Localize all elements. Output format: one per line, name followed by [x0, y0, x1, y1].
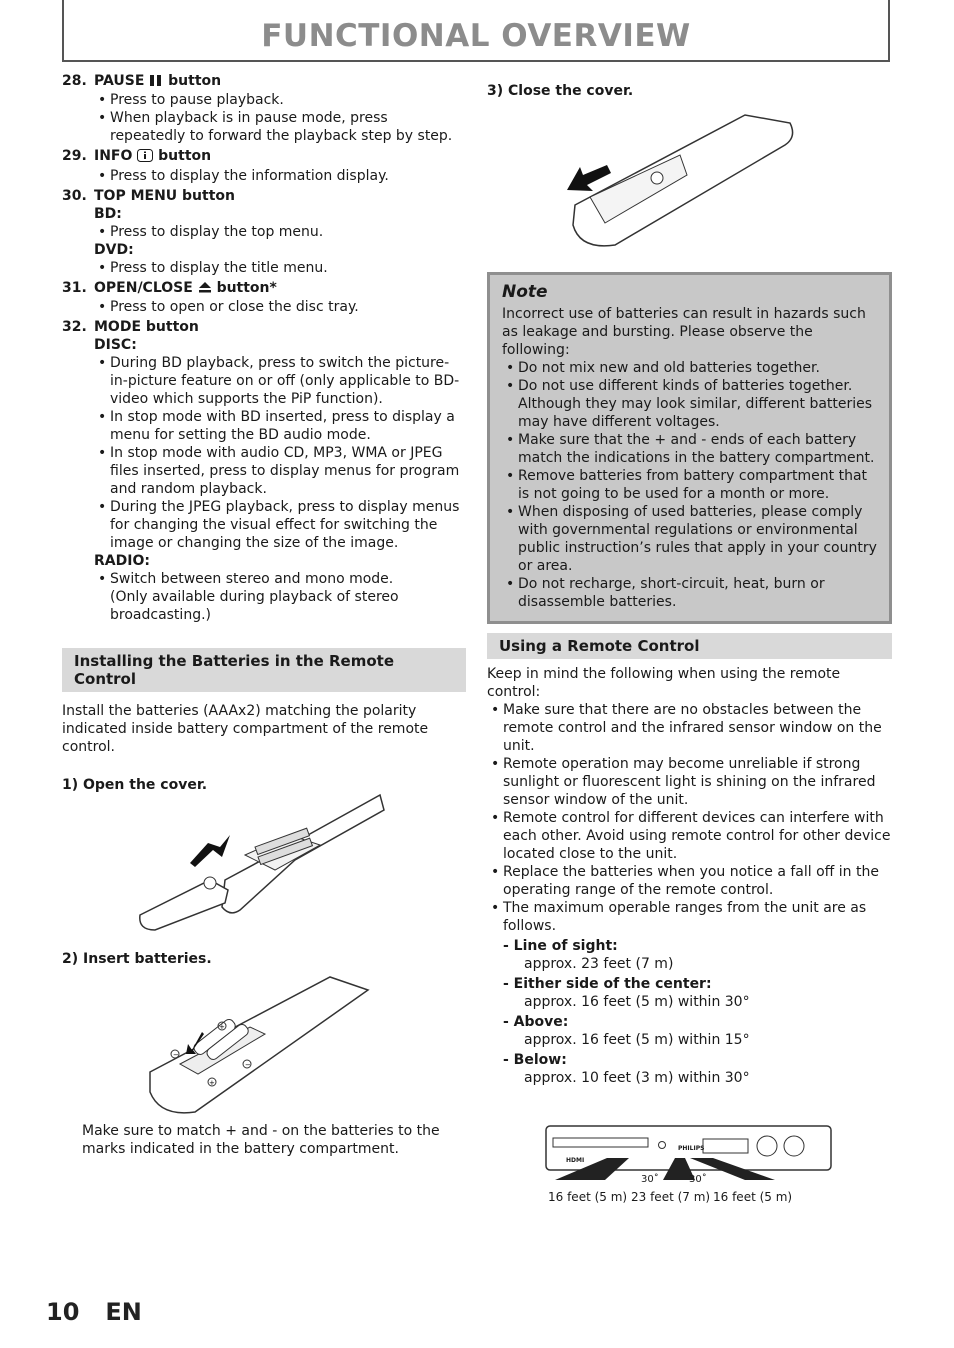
page-header: [62, 0, 890, 62]
batteries-heading: Installing the Batteries in the Remote Control: [62, 648, 466, 692]
list-item: • Do not use different kinds of batteries together. Although they may look similar, different batteries may have different voltages.: [502, 377, 877, 431]
dvd-label: DVD:: [94, 242, 134, 258]
eject-icon: [198, 280, 212, 298]
step-close-cover: 3) Close the cover.: [487, 83, 634, 99]
item-number: 28.: [62, 73, 87, 89]
list-item: • Make sure that the + and - ends of each battery match the indications in the battery compartment.: [502, 431, 877, 467]
range-value: approx. 23 feet (7 m): [524, 956, 674, 972]
item-title: PAUSE: [94, 73, 145, 89]
note-title: Note: [502, 282, 548, 302]
range-value: approx. 10 feet (3 m) within 30°: [524, 1070, 750, 1086]
item-title: MODE button: [94, 319, 199, 335]
list-item: • Do not recharge, short-circuit, heat, burn or disassemble batteries.: [502, 575, 877, 611]
angle-right: 30˚: [689, 1174, 707, 1185]
language-code: EN: [105, 1298, 142, 1326]
step-insert-batteries: 2) Insert batteries.: [62, 951, 212, 967]
list-item: • Press to display the title menu.: [94, 259, 466, 277]
range-label: - Below:: [503, 1052, 567, 1068]
range-label: - Above:: [503, 1014, 569, 1030]
item-number: 29.: [62, 148, 87, 164]
svg-text:+: +: [209, 1079, 215, 1087]
info-icon: [137, 149, 153, 167]
remote-close-cover-illustration: [565, 105, 800, 254]
list-item: • Remote operation may become unreliable if strong sunlight or fluorescent light is shining on the infrared sensor window of the unit.: [487, 755, 892, 809]
range-label: - Line of sight:: [503, 938, 618, 954]
list-item: • Do not mix new and old batteries together.: [502, 359, 877, 377]
range-label-center: 23 feet (7 m): [631, 1190, 711, 1204]
bullet-list: [62, 167, 466, 185]
list-item: • Make sure that there are no obstacles between the remote control and the infrared sensor window on the unit.: [487, 701, 892, 755]
remote-insert-batteries-illustration: [140, 972, 375, 1121]
item-30: [62, 187, 466, 277]
item-28: 28. PAUSE button • Press to pause playback. • When playback is in pause mode, press repeatedly to forward the playback step by step.: [62, 72, 466, 145]
item-number: 32.: [62, 319, 87, 335]
list-item: • In stop mode with BD inserted, press to display a menu for setting the BD audio mode.: [94, 408, 466, 444]
list-item: • During the JPEG playback, press to display menus for changing the visual effect for switching the image or changing the size of the image.: [94, 498, 466, 552]
range-list: [487, 937, 892, 1087]
note-bullet-list: [502, 359, 877, 611]
list-item: • When playback is in pause mode, press repeatedly to forward the playback step by step.: [94, 109, 466, 145]
range-value: approx. 16 feet (5 m) within 15°: [524, 1032, 750, 1048]
page-title: FUNCTIONAL OVERVIEW: [261, 18, 691, 54]
step-open-cover: 1) Open the cover.: [62, 777, 208, 793]
item-number: 30.: [62, 188, 87, 204]
svg-text:−: −: [173, 1051, 179, 1059]
item-32: [62, 318, 466, 624]
radio-label: RADIO:: [94, 553, 150, 569]
left-column: [62, 70, 466, 794]
insert-batteries-note: Make sure to match + and - on the batteries to the marks indicated in the battery compartment.: [82, 1123, 440, 1157]
list-item: • Press to display the information display.: [94, 167, 466, 185]
range-label: - Either side of the center:: [503, 976, 712, 992]
item-29: 29. INFO button • Press to display the information display.: [62, 147, 466, 185]
item-title: TOP MENU button: [94, 188, 235, 204]
range-value: approx. 16 feet (5 m) within 30°: [524, 994, 750, 1010]
angle-left: 30˚: [641, 1174, 659, 1185]
disc-label: DISC:: [94, 337, 137, 353]
list-item: • Press to open or close the disc tray.: [94, 298, 466, 316]
bd-label: BD:: [94, 206, 122, 222]
list-item: • Press to pause playback.: [94, 91, 466, 109]
batteries-intro: Install the batteries (AAAx2) matching the polarity indicated inside battery compartment of the remote control.: [62, 703, 429, 755]
item-number: 31.: [62, 280, 87, 296]
list-item: • Remove batteries from battery compartment that is not going to be used for a month or more.: [502, 467, 877, 503]
pause-icon: [149, 73, 163, 91]
list-item: • The maximum operable ranges from the unit are as follows.: [487, 899, 892, 935]
note-box: [487, 272, 892, 624]
list-item: • During BD playback, press to switch the picture-in-picture feature on or off (only applicable to BD-video which supports the PiP function).: [94, 354, 466, 408]
item-title: OPEN/CLOSE: [94, 280, 193, 296]
bullet-list: [62, 354, 466, 552]
range-label-left: 16 feet (5 m): [548, 1190, 628, 1204]
list-item: • Remote control for different devices can interfere with each other. Avoid using remote control for other device located close to the unit.: [487, 809, 892, 863]
right-column: [487, 82, 892, 100]
remote-heading: Using a Remote Control: [487, 633, 892, 659]
remote-open-cover-illustration: [130, 785, 390, 939]
remote-intro: Keep in mind the following when using the remote control:: [487, 666, 841, 700]
list-item: • Switch between stereo and mono mode. (Only available during playback of stereo broadcasting.): [94, 570, 466, 624]
hdmi-logo: HDMI: [566, 1157, 585, 1164]
page-number: 10: [46, 1298, 80, 1326]
bullet-list: [62, 91, 466, 145]
note-intro: Incorrect use of batteries can result in hazards such as leakage and bursting. Please observe the following:: [502, 306, 866, 358]
page-footer: [46, 1298, 168, 1326]
list-item: • When disposing of used batteries, please comply with governmental regulations or environmental public instruction’s rules that apply in your country or area.: [502, 503, 877, 575]
svg-text:−: −: [245, 1061, 251, 1069]
item-31: 31. OPEN/CLOSE button* • Press to open or close the disc tray.: [62, 279, 466, 316]
item-title: INFO: [94, 148, 133, 164]
list-item: • Replace the batteries when you notice a fall off in the operating range of the remote control.: [487, 863, 892, 899]
list-item: • In stop mode with audio CD, MP3, WMA or JPEG files inserted, press to display menus for program and random playback.: [94, 444, 466, 498]
svg-text:+: +: [219, 1023, 225, 1031]
remote-bullet-list: [487, 701, 892, 935]
list-item: • Press to display the top menu.: [94, 223, 466, 241]
range-label-right: 16 feet (5 m): [713, 1190, 793, 1204]
